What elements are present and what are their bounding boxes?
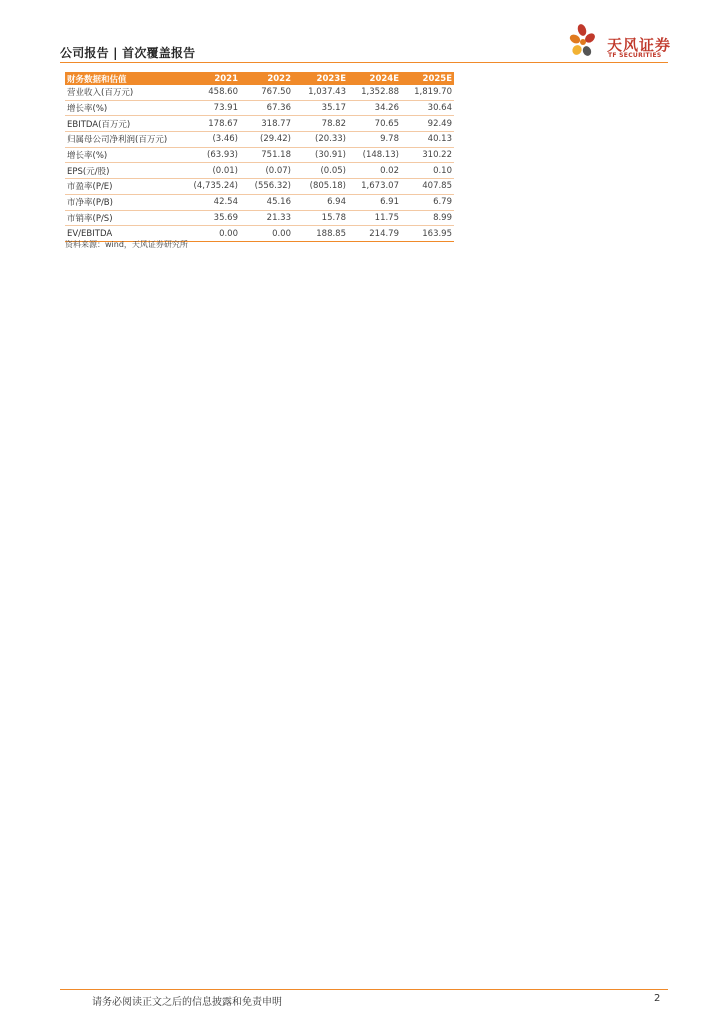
header-cell: 财务数据和估值 bbox=[65, 72, 190, 85]
table-cell: 188.85 bbox=[293, 226, 348, 242]
header-divider bbox=[60, 62, 668, 63]
table-cell: 1,819.70 bbox=[401, 85, 454, 100]
row-label: 归属母公司净利润(百万元) bbox=[65, 132, 190, 148]
page-number: 2 bbox=[654, 993, 661, 1004]
table-row bbox=[65, 100, 454, 116]
table-cell: 407.85 bbox=[401, 179, 454, 195]
logo-english-name: TF SECURITIES bbox=[608, 52, 662, 59]
table-row bbox=[65, 132, 454, 148]
table-header-row bbox=[65, 72, 454, 85]
table-cell: 0.00 bbox=[240, 226, 293, 242]
table-cell: 214.79 bbox=[348, 226, 401, 242]
table-cell: (30.91) bbox=[293, 147, 348, 163]
table-cell: (4,735.24) bbox=[190, 179, 240, 195]
table-cell: 0.00 bbox=[190, 226, 240, 242]
header-cell: 2024E bbox=[348, 72, 401, 85]
table-cell: 45.16 bbox=[240, 194, 293, 210]
table-cell: 30.64 bbox=[401, 100, 454, 116]
table-cell: 6.91 bbox=[348, 194, 401, 210]
table-cell: (63.93) bbox=[190, 147, 240, 163]
table-cell: 42.54 bbox=[190, 194, 240, 210]
table-cell: 0.02 bbox=[348, 163, 401, 179]
table-cell: (0.05) bbox=[293, 163, 348, 179]
table-row bbox=[65, 163, 454, 179]
row-label: 市盈率(P/E) bbox=[65, 179, 190, 195]
table-cell: (556.32) bbox=[240, 179, 293, 195]
table-cell: 11.75 bbox=[348, 210, 401, 226]
table-cell: 178.67 bbox=[190, 116, 240, 132]
table-cell: 70.65 bbox=[348, 116, 401, 132]
table-cell: 78.82 bbox=[293, 116, 348, 132]
table-cell: 318.77 bbox=[240, 116, 293, 132]
table-cell: 67.36 bbox=[240, 100, 293, 116]
table-cell: 458.60 bbox=[190, 85, 240, 100]
table-cell: 92.49 bbox=[401, 116, 454, 132]
table-cell: 34.26 bbox=[348, 100, 401, 116]
row-label: 营业收入(百万元) bbox=[65, 85, 190, 100]
table-cell: 310.22 bbox=[401, 147, 454, 163]
table-cell: 40.13 bbox=[401, 132, 454, 148]
table-cell: 751.18 bbox=[240, 147, 293, 163]
table-cell: 6.79 bbox=[401, 194, 454, 210]
row-label: 市销率(P/S) bbox=[65, 210, 190, 226]
report-type-title: 公司报告 | 首次覆盖报告 bbox=[60, 46, 196, 60]
header-cell: 2021 bbox=[190, 72, 240, 85]
header-cell: 2022 bbox=[240, 72, 293, 85]
table-cell: 6.94 bbox=[293, 194, 348, 210]
flower-logo-icon bbox=[568, 22, 604, 62]
table-cell: 73.91 bbox=[190, 100, 240, 116]
table-cell: 767.50 bbox=[240, 85, 293, 100]
table-cell: 21.33 bbox=[240, 210, 293, 226]
table-row bbox=[65, 147, 454, 163]
table-row bbox=[65, 179, 454, 195]
table-cell: 35.69 bbox=[190, 210, 240, 226]
table-cell: (20.33) bbox=[293, 132, 348, 148]
financial-data-table bbox=[65, 72, 454, 242]
table-row bbox=[65, 85, 454, 100]
disclaimer-text: 请务必阅读正文之后的信息披露和免责申明 bbox=[92, 997, 282, 1008]
source-note: 资料来源：wind，天风证券研究所 bbox=[65, 240, 188, 249]
table-row bbox=[65, 116, 454, 132]
header-cell: 2025E bbox=[401, 72, 454, 85]
row-label: EBITDA(百万元) bbox=[65, 116, 190, 132]
row-label: 市净率(P/B) bbox=[65, 194, 190, 210]
row-label: EPS(元/股) bbox=[65, 163, 190, 179]
table-cell: (0.01) bbox=[190, 163, 240, 179]
table-cell: 1,037.43 bbox=[293, 85, 348, 100]
table-cell: (148.13) bbox=[348, 147, 401, 163]
table-cell: (3.46) bbox=[190, 132, 240, 148]
table-cell: 163.95 bbox=[401, 226, 454, 242]
table-cell: 35.17 bbox=[293, 100, 348, 116]
table-cell: 1,352.88 bbox=[348, 85, 401, 100]
header-cell: 2023E bbox=[293, 72, 348, 85]
company-logo bbox=[568, 22, 678, 62]
table-cell: 1,673.07 bbox=[348, 179, 401, 195]
footer-divider bbox=[60, 989, 668, 990]
table-cell: 0.10 bbox=[401, 163, 454, 179]
table-cell: 8.99 bbox=[401, 210, 454, 226]
row-label: 增长率(%) bbox=[65, 100, 190, 116]
table-row bbox=[65, 210, 454, 226]
table-cell: (29.42) bbox=[240, 132, 293, 148]
row-label: 增长率(%) bbox=[65, 147, 190, 163]
logo-chinese-name: 天风证券 bbox=[607, 36, 672, 54]
table-cell: 15.78 bbox=[293, 210, 348, 226]
table-cell: (805.18) bbox=[293, 179, 348, 195]
table-row bbox=[65, 194, 454, 210]
row-label: EV/EBITDA bbox=[65, 226, 190, 242]
table-cell: (0.07) bbox=[240, 163, 293, 179]
table-cell: 9.78 bbox=[348, 132, 401, 148]
